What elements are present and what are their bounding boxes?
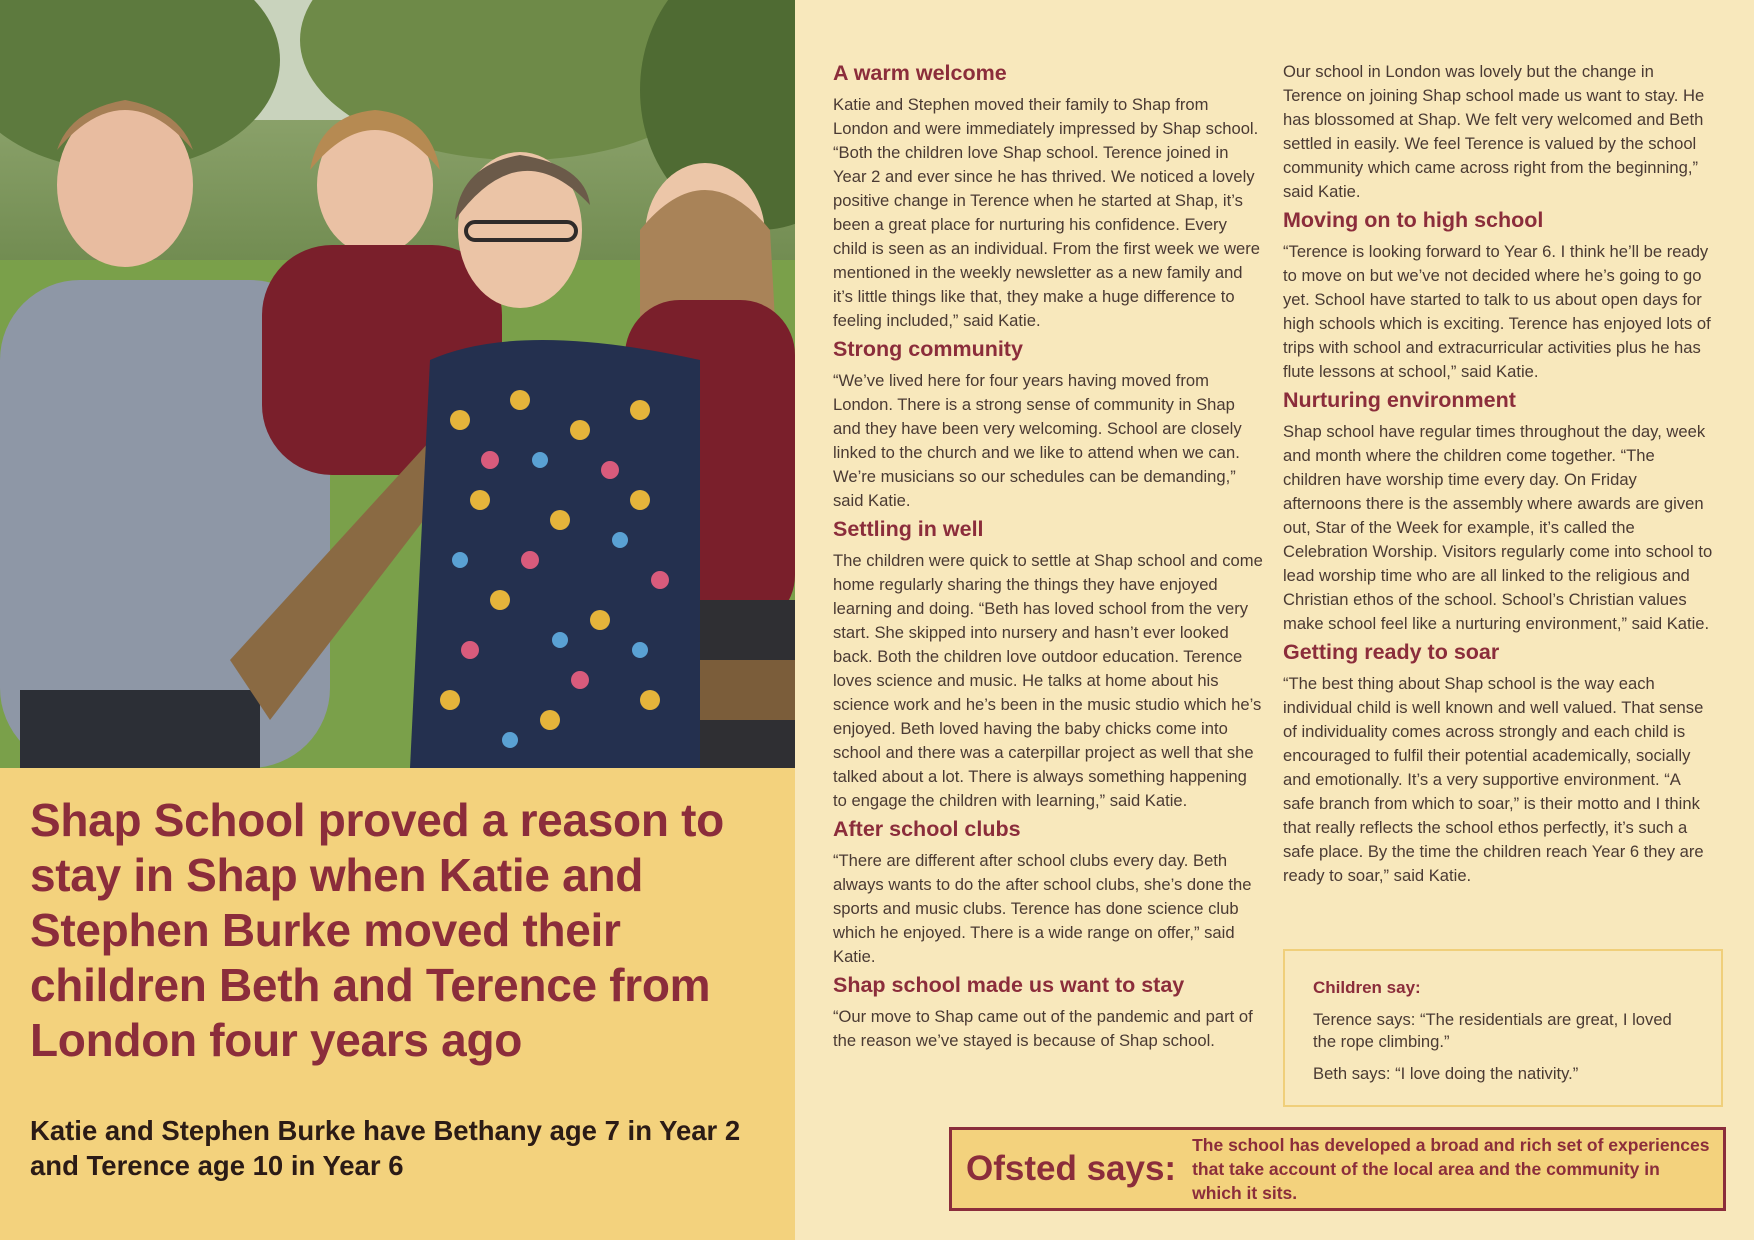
- subheadline: Katie and Stephen Burke have Bethany age 7 in Year 2 and Terence age 10 in Year 6: [30, 1115, 741, 1181]
- section-body: “Our move to Shap came out of the pandemic and part of the reason we’ve stayed is because of Shap school.: [833, 1007, 1253, 1050]
- children-quote: Beth says: “I love doing the nativity.”: [1313, 1064, 1579, 1083]
- ofsted-callout: [949, 1127, 1726, 1211]
- headline: Shap School proved a reason to stay in Shap when Katie and Stephen Burke moved their children Beth and Terence from London four years ago: [30, 794, 724, 1066]
- section-heading: Nurturing environment: [1283, 388, 1516, 412]
- family-photo: [0, 0, 795, 768]
- section-body: “Terence is looking forward to Year 6. I think he’ll be ready to move on but we’ve not decided where he’s going to go yet. School have started to talk to us about open days for high schools which is exciting. Terence has enjoyed lots of trips with school and extracurricular activities plus he has flute lessons at school,” said Katie.: [1283, 242, 1711, 381]
- section-body: Shap school have regular times throughout the day, week and month where the children come together. “The children have worship time every day. On Friday afternoons there is the assembly where awards are given out, Star of the Week for example, it’s called the Celebration Worship. Visitors regularly come into school to lead worship time who are all linked to the religious and Christian ethos of the school. School’s Christian values make school feel like a nurturing environment,” said Katie.: [1283, 422, 1713, 633]
- left-panel: [0, 0, 795, 1240]
- section-settling-in: [833, 516, 1263, 813]
- section-heading: A warm welcome: [833, 61, 1007, 85]
- article-column-1: [833, 60, 1263, 1056]
- children-quote: Terence says: “The residentials are great, I loved the rope climbing.”: [1313, 1010, 1672, 1051]
- ofsted-title: Ofsted says:: [966, 1149, 1177, 1188]
- section-body: Katie and Stephen moved their family to Shap from London and were immediately impressed by Shap school. “Both the children love Shap school. Terence joined in Year 2 and ever since he has thrived. We noticed a lovely positive change in Terence when he started at Shap, it’s been a great place for nurturing his confidence. Every child is seen as an individual. From the first week we were mentioned in the weekly newsletter as a new family and it’s little things like that, they make a huge difference to feeling included,” said Katie.: [833, 95, 1261, 330]
- section-warm-welcome: [833, 60, 1263, 333]
- section-want-to-stay: [833, 972, 1263, 1053]
- section-heading: Moving on to high school: [1283, 208, 1544, 232]
- section-body: The children were quick to settle at Shap school and come home regularly sharing the things they have enjoyed learning and doing. “Beth has loved school from the very start. She skipped into nursery and hasn’t ever looked back. Both the children love outdoor education. Terence loves science and music. He talks at home about his science work and he’s been in the music studio which he’s enjoyed. Beth loved having the baby chicks come into school and there was a caterpillar project as well that she talked about a lot. There is always something happening to engage the children with learning,” said Katie.: [833, 551, 1263, 810]
- section-heading: Strong community: [833, 337, 1023, 361]
- continuation-paragraph: Our school in London was lovely but the change in Terence on joining Shap school made us want to stay. He has blossomed at Shap. We felt very welcomed and Beth settled in easily. We feel Terence is valued by the school community which came across right from the beginning,” said Katie.: [1283, 62, 1705, 201]
- section-after-school-clubs: [833, 816, 1263, 969]
- section-body: “There are different after school clubs every day. Beth always wants to do the after school clubs, she’s done the sports and music clubs. Terence has done science club which he enjoyed. There is a wide range on offer,” said Katie.: [833, 851, 1252, 966]
- section-heading: After school clubs: [833, 817, 1021, 841]
- article-column-2: [1283, 60, 1713, 891]
- children-say-title: Children say:: [1313, 978, 1421, 997]
- ofsted-quote: The school has developed a broad and rich set of experiences that take account of the local area and the community in which it sits.: [1192, 1135, 1710, 1203]
- section-heading: Getting ready to soar: [1283, 640, 1500, 664]
- section-heading: Settling in well: [833, 517, 984, 541]
- section-ready-to-soar: [1283, 639, 1713, 888]
- section-body: “The best thing about Shap school is the way each individual child is well known and well valued. That sense of individuality comes across strongly and each child is encouraged to fulfil their potential academically, socially and emotionally. It’s a very supportive environment. “A safe branch from which to soar,” is their motto and I think that really reflects the school ethos perfectly, it’s such a safe place. By the time the children reach Year 6 they are ready to soar,” said Katie.: [1283, 674, 1704, 885]
- section-heading: Shap school made us want to stay: [833, 973, 1185, 997]
- section-high-school: [1283, 207, 1713, 384]
- section-body: “We’ve lived here for four years having moved from London. There is a strong sense of community in Shap and they have been very welcoming. School are closely linked to the church and we like to attend when we can. We’re musicians so our schedules can be demanding,” said Katie.: [833, 371, 1242, 510]
- children-say-box: [1283, 949, 1723, 1107]
- section-strong-community: [833, 336, 1263, 513]
- section-nurturing-environment: [1283, 387, 1713, 636]
- family-photo-illustration: [0, 0, 795, 768]
